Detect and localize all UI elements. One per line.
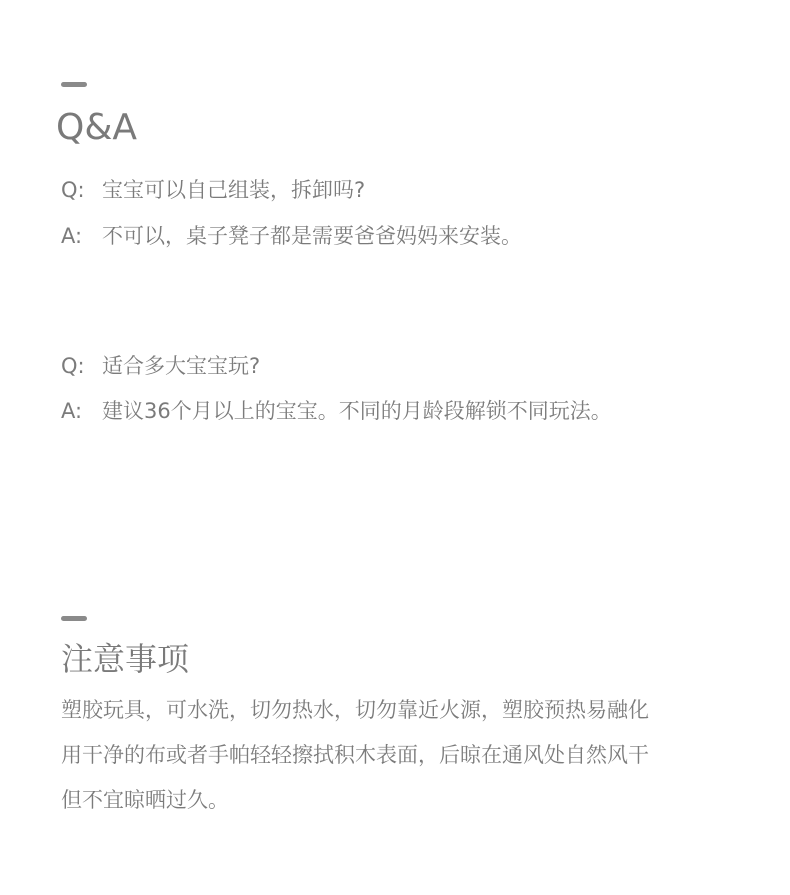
qa-accent-bar bbox=[61, 82, 87, 87]
answer-prefix: A: bbox=[61, 399, 83, 423]
notes-line: 用干净的布或者手帕轻轻擦拭积木表面，后晾在通风处自然风干 bbox=[61, 743, 649, 767]
question-text: 适合多大宝宝玩? bbox=[102, 354, 261, 378]
qa-answer-2 bbox=[61, 397, 612, 425]
answer-prefix: A: bbox=[61, 224, 83, 248]
notes-accent-bar bbox=[61, 616, 87, 621]
qa-question-2 bbox=[61, 352, 260, 380]
question-text: 宝宝可以自己组装，拆卸吗? bbox=[102, 178, 366, 202]
notes-section-title: 注意事项 bbox=[61, 640, 190, 678]
question-prefix: Q: bbox=[61, 178, 85, 202]
qa-answer-1 bbox=[61, 222, 522, 250]
notes-body bbox=[61, 688, 741, 823]
notes-line: 塑胶玩具，可水洗，切勿热水，切勿靠近火源，塑胶预热易融化 bbox=[61, 698, 649, 722]
answer-text: 不可以，桌子凳子都是需要爸爸妈妈来安装。 bbox=[102, 224, 522, 248]
question-prefix: Q: bbox=[61, 354, 85, 378]
answer-text: 建议36个月以上的宝宝。不同的月龄段解锁不同玩法。 bbox=[102, 399, 612, 423]
qa-question-1 bbox=[61, 176, 365, 204]
qa-section-title: Q&A bbox=[56, 107, 138, 148]
notes-line: 但不宜晾晒过久。 bbox=[61, 788, 229, 812]
